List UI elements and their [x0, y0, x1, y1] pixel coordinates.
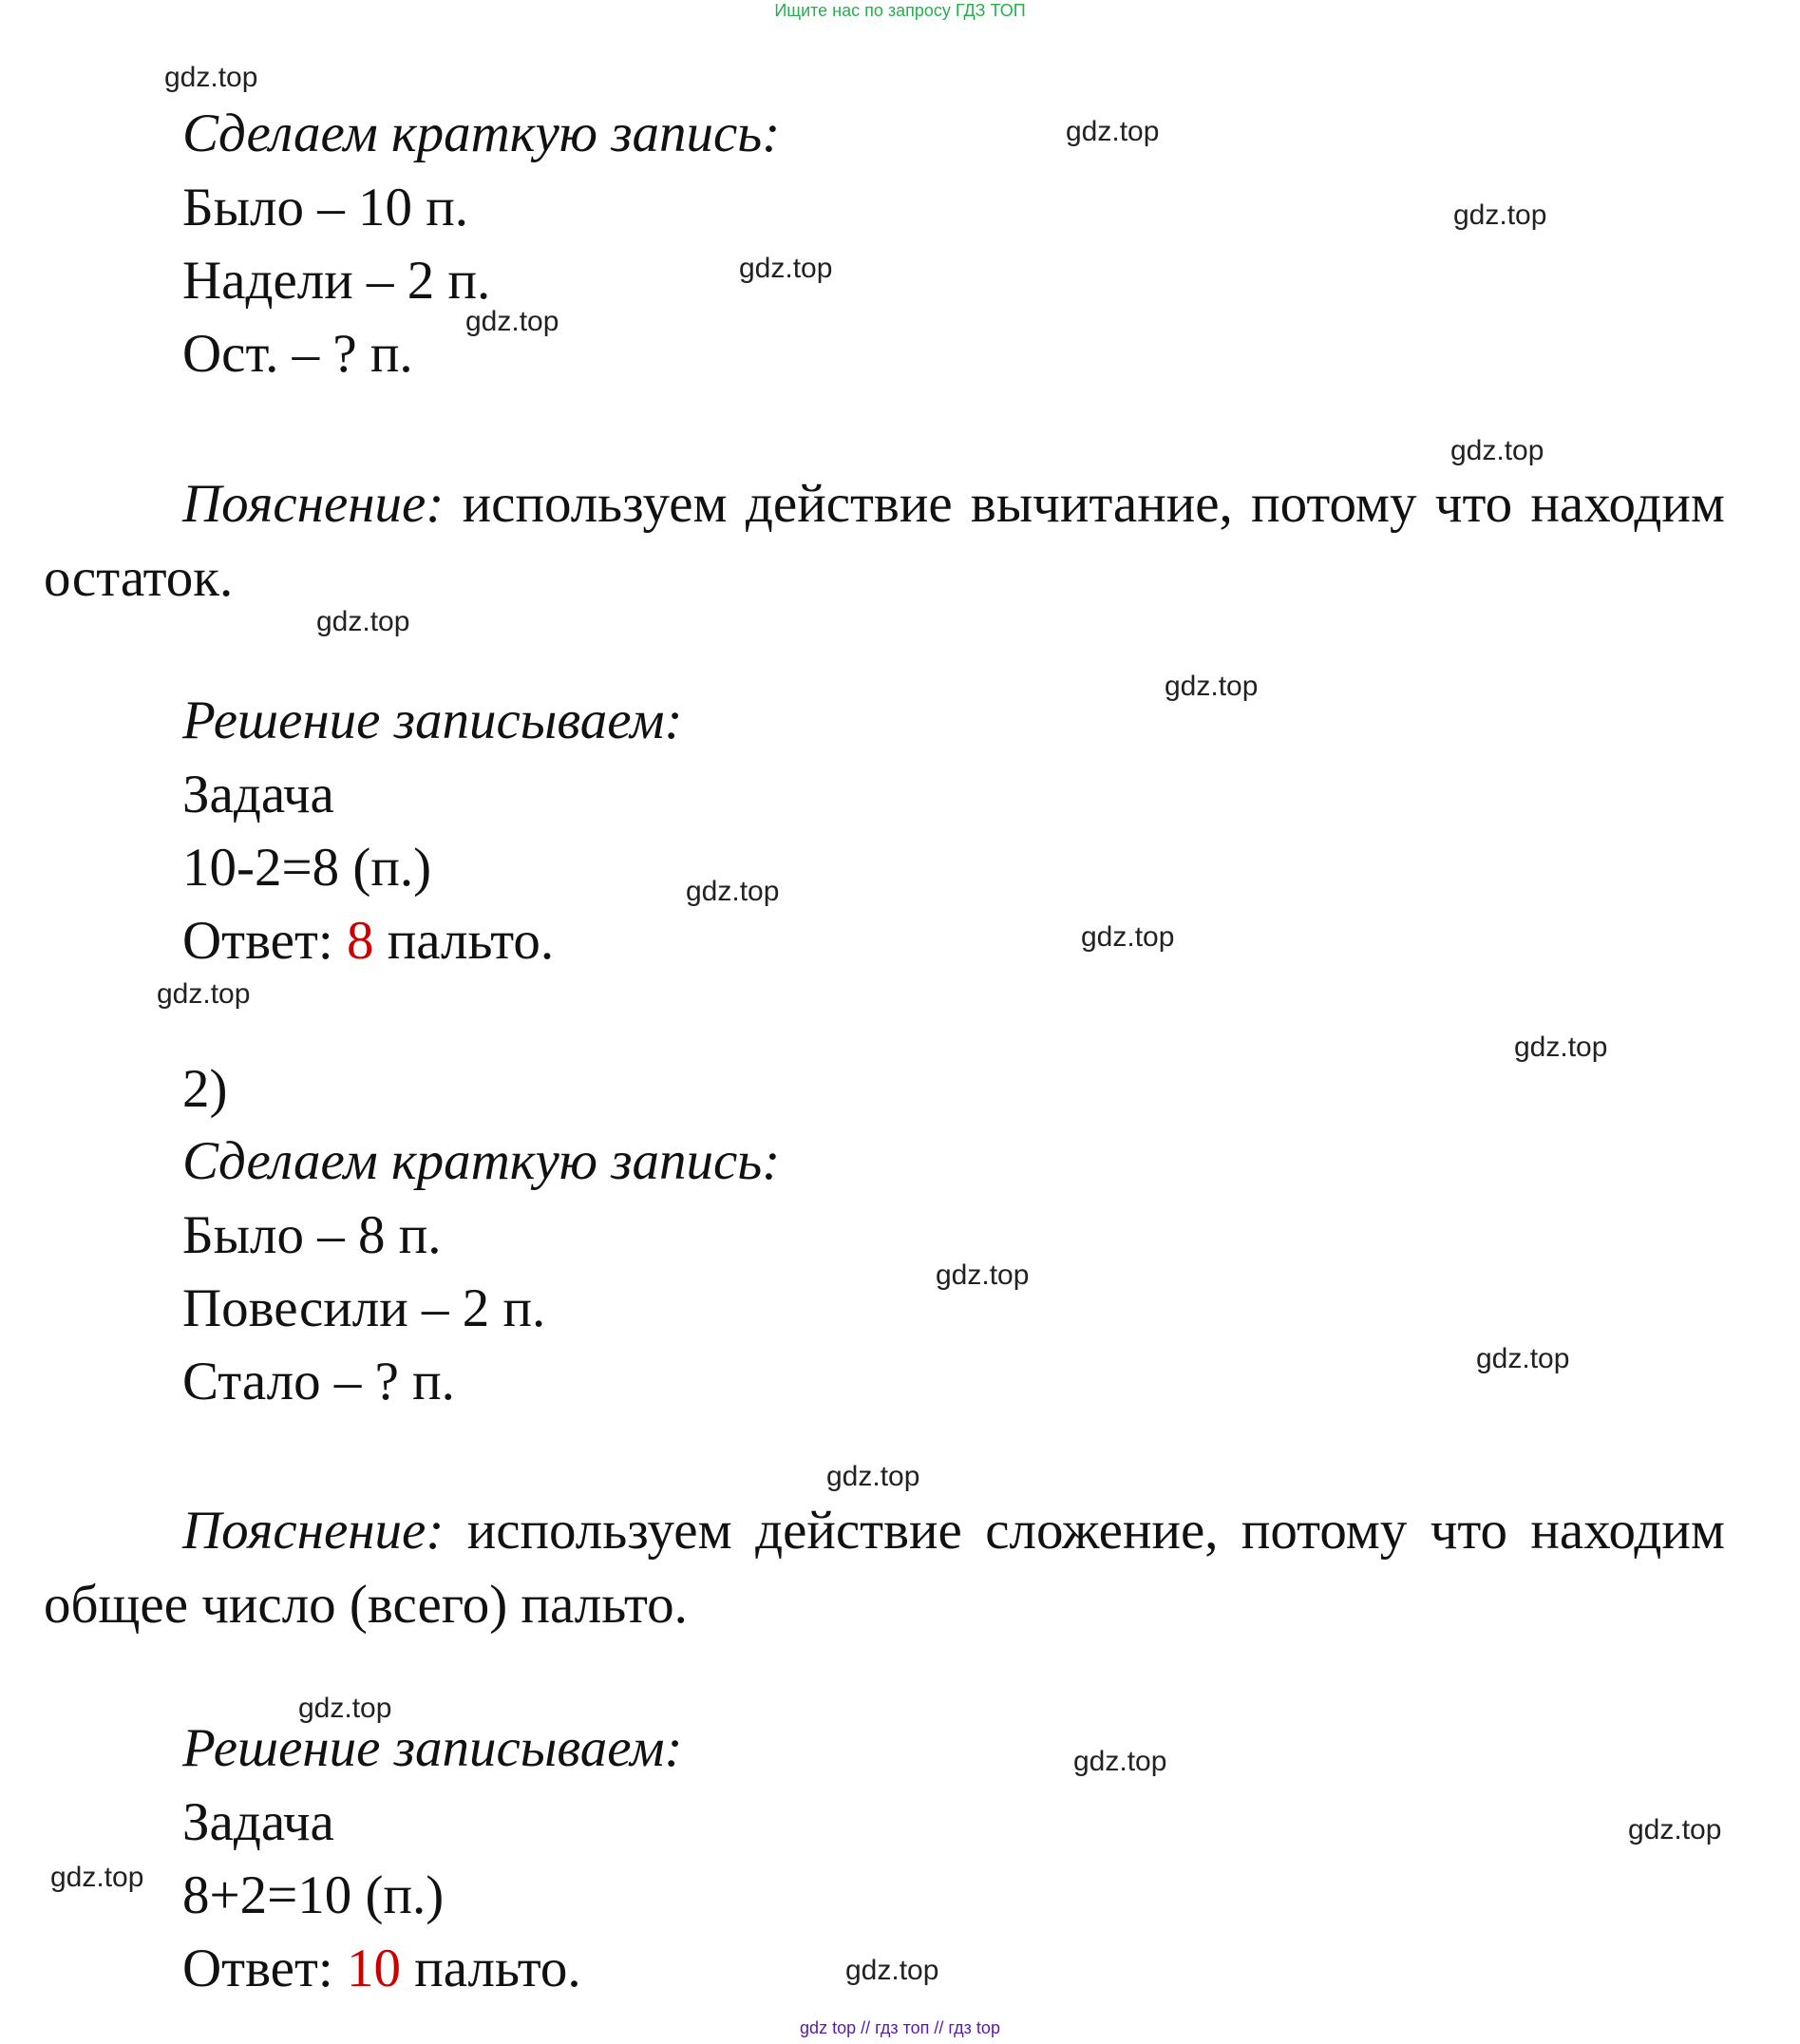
explanation-paragraph-2: [44, 1494, 1725, 1642]
watermark: gdz.top: [686, 876, 780, 907]
record-line-was-2: Было – 8 п.: [182, 1205, 442, 1265]
record-line-was-1: Было – 10 п.: [182, 178, 468, 237]
task-word-2: Задача: [182, 1792, 334, 1852]
watermark: gdz.top: [1453, 199, 1547, 231]
answer-label-2: Ответ:: [182, 1939, 347, 1998]
watermark: gdz.top: [826, 1461, 920, 1492]
answer-line-1: [182, 908, 554, 975]
watermark: gdz.top: [50, 1862, 144, 1893]
record-line-worn-1: Надели – 2 п.: [182, 251, 491, 311]
explanation-paragraph-1: [44, 467, 1725, 615]
explanation-label-1: Пояснение:: [182, 474, 445, 534]
top-banner: Ищите нас по запросу ГДЗ ТОП: [774, 1, 1026, 20]
answer-unit-1: пальто.: [373, 911, 555, 971]
solution-heading-2: Решение записываем:: [182, 1718, 683, 1778]
answer-unit-2: пальто.: [400, 1939, 581, 1998]
watermark: gdz.top: [465, 306, 559, 337]
answer-value-1: 8: [346, 911, 374, 971]
watermark: gdz.top: [316, 606, 410, 637]
equation-1: 10-2=8 (п.): [182, 838, 432, 898]
watermark: gdz.top: [739, 253, 833, 284]
equation-2: 8+2=10 (п.): [182, 1865, 445, 1925]
watermark: gdz.top: [1514, 1031, 1608, 1063]
watermark: gdz.top: [157, 978, 251, 1010]
watermark: gdz.top: [1476, 1343, 1570, 1374]
watermark: gdz.top: [1081, 921, 1175, 953]
watermark: gdz.top: [1165, 671, 1259, 702]
task-word-1: Задача: [182, 765, 334, 824]
solution-heading-1: Решение записываем:: [182, 691, 683, 750]
watermark: gdz.top: [936, 1259, 1030, 1291]
record-line-became-2: Стало – ? п.: [182, 1352, 455, 1411]
watermark: gdz.top: [1066, 116, 1160, 147]
watermark: gdz.top: [1073, 1746, 1167, 1777]
footer-credits: gdz top // гдз топ // гдз top: [800, 2018, 1000, 2037]
watermark: gdz.top: [164, 62, 258, 93]
short-record-heading-1: Сделаем краткую запись:: [182, 104, 781, 163]
explanation-label-2: Пояснение:: [182, 1501, 445, 1561]
record-line-remaining-1: Ост. – ? п.: [182, 324, 413, 384]
short-record-heading-2: Сделаем краткую запись:: [182, 1131, 781, 1191]
answer-value-2: 10: [346, 1939, 401, 1998]
explanation-text-1: используем действие вычитание, потому что находим остаток.: [44, 474, 1725, 608]
answer-line-2: [182, 1936, 581, 2002]
explanation-text-2: используем действие сложение, потому что находим общее число (всего) пальто.: [44, 1501, 1725, 1635]
watermark: gdz.top: [845, 1955, 939, 1986]
answer-label-1: Ответ:: [182, 911, 347, 971]
record-line-hung-2: Повесили – 2 п.: [182, 1278, 546, 1338]
part-number-2: 2): [182, 1059, 228, 1119]
watermark: gdz.top: [1450, 435, 1544, 466]
watermark: gdz.top: [1628, 1814, 1722, 1845]
watermark: gdz.top: [298, 1693, 392, 1724]
